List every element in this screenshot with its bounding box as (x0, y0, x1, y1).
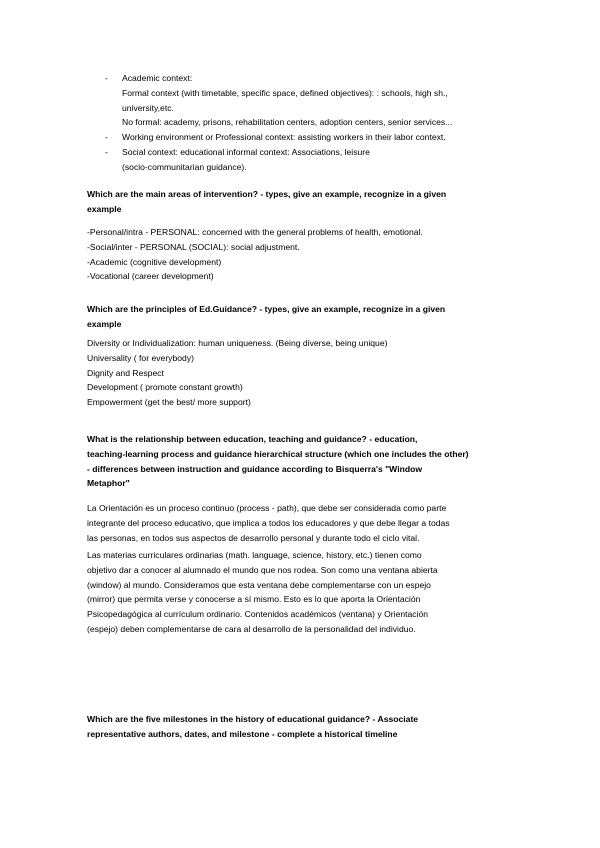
principle-development: Development ( promote constant growth) (87, 382, 243, 393)
area-social: -Social/inter - PERSONAL (SOCIAL): social adjustment. (87, 241, 300, 252)
heading-line: teaching-learning process and guidance hierarchical structure (which one includes the other) (87, 448, 469, 459)
heading-line: Which are the principles of Ed.Guidance? - types, give an example, recognize in a given (87, 304, 446, 314)
question-areas-heading (87, 187, 527, 217)
paragraph-line: las personas, en todos sus aspectos de desarrollo personal y durante todo el ciclo vital. (87, 532, 420, 543)
context-academic-nonformal: No formal: academy, prisons, rehabilitation centers, adoption centers, senior services... (122, 117, 453, 128)
bullet-dash: - (105, 132, 108, 143)
heading-line: Metaphor" (87, 478, 130, 489)
context-academic-formal-cont: university,etc. (122, 102, 174, 113)
context-item-work (105, 130, 535, 145)
paragraph-line: objetivo dar a conocer al alumnado el mundo que nos rodea. Son como una ventana abierta (87, 564, 438, 575)
paragraph-line: Las materias curriculares ordinarias (math. language, science, history, etc.) tienen como (87, 550, 422, 560)
area-academic: -Academic (cognitive development) (87, 256, 222, 267)
paragraph-line: (mirror) que permita verse y conocerse a sí mismo. Esto es lo que aporta la Orientación (87, 594, 421, 605)
context-work-text: Working environment or Professional context: assisting workers in their labor context. (122, 132, 446, 143)
context-social-text: Social context: educational informal context: Associations, leisure (122, 146, 370, 157)
paragraph-line: integrante del proceso educativo, que implica a todos los educadores y que debe llegar a todas (87, 517, 450, 528)
context-academic-formal: Formal context (with timetable, specific space, defined objectives): : schools, high sh., (122, 87, 448, 98)
context-item-academic (105, 71, 535, 130)
question-relationship-heading (87, 432, 527, 491)
areas-list (87, 225, 527, 284)
heading-line: Which are the five milestones in the history of educational guidance? - Associate (87, 714, 419, 724)
heading-line: example (87, 318, 122, 329)
principle-empowerment: Empowerment (get the best/ more support) (87, 397, 251, 408)
context-social-text-cont: (socio-communitarian guidance). (122, 161, 247, 172)
paragraph-line: (espejo) deben complementarse de cara al desarrollo de la personalidad del individuo. (87, 623, 416, 634)
heading-line: representative authors, dates, and milestone - complete a historical timeline (87, 728, 398, 739)
heading-line: example (87, 203, 122, 214)
paragraph-line: La Orientación es un proceso continuo (process - path), que debe ser considerada como parte (87, 503, 447, 513)
paragraph-line: (window) al mundo. Consideramos que esta ventana debe complementarse con un espejo (87, 579, 431, 590)
principle-universality: Universality ( for everybody) (87, 352, 194, 363)
principle-dignity: Dignity and Respect (87, 367, 164, 378)
context-list (105, 71, 535, 175)
principle-diversity: Diversity or Individualization: human uniqueness. (Being diverse, being unique) (87, 338, 388, 348)
paragraph-line: Psicopedagógica al currículum ordinario. Contenidos académicos (ventana) y Orientación (87, 609, 429, 620)
heading-line: - differences between instruction and guidance according to Bisquerra's "Window (87, 463, 423, 474)
heading-line: Which are the main areas of intervention? - types, give an example, recognize in a given (87, 189, 447, 199)
bullet-dash: - (105, 146, 108, 157)
bullet-dash: - (105, 73, 108, 83)
question-milestones-heading (87, 712, 527, 742)
context-academic-title: Academic context: (122, 73, 193, 83)
heading-line: What is the relationship between education, teaching and guidance? - education, (87, 434, 418, 444)
question-principles-heading (87, 302, 527, 332)
relationship-paragraph-1 (87, 501, 527, 545)
area-vocational: -Vocational (career development) (87, 271, 214, 282)
area-personal: -Personal/intra - PERSONAL: concerned with the general problems of health, emotional. (87, 227, 423, 237)
principles-list (87, 336, 527, 410)
relationship-paragraph-2 (87, 548, 527, 637)
context-item-social (105, 145, 535, 175)
